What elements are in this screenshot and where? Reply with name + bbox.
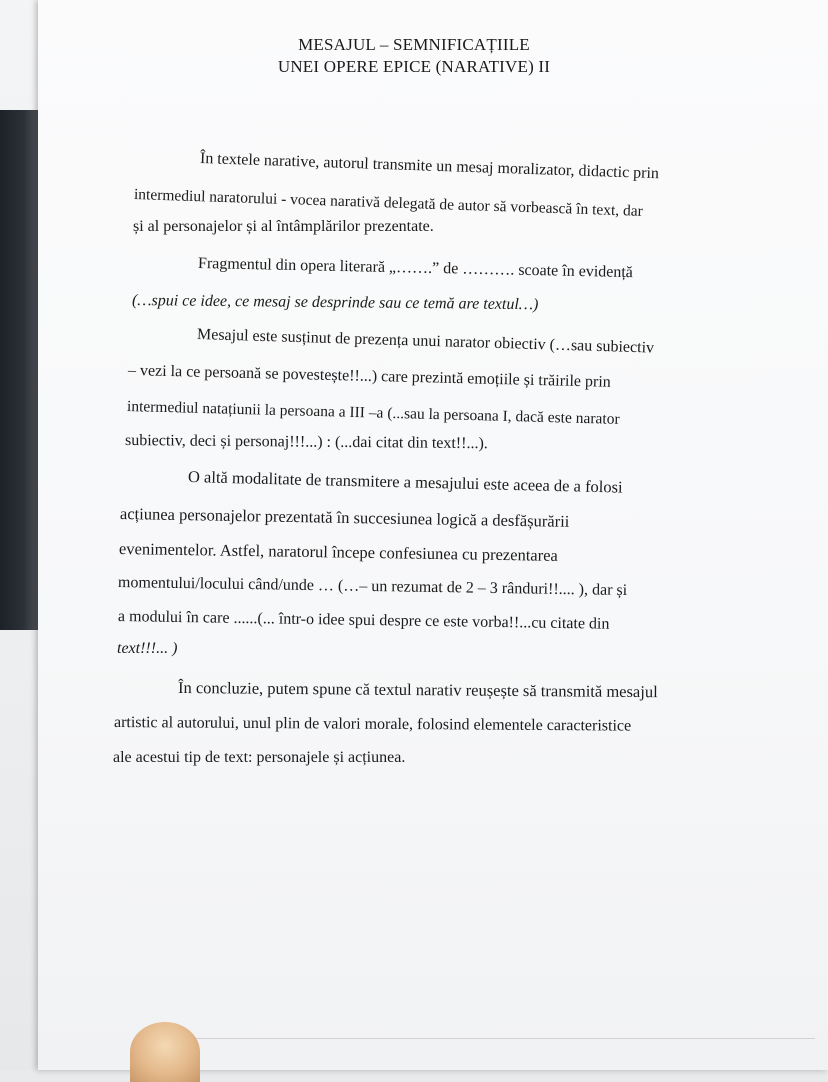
text-line: O altă modalitate de transmitere a mesajului este aceea de a folosi xyxy=(187,467,623,497)
text-line xyxy=(117,640,177,658)
text-line: și al personajelor și al întâmplărilor prezentate. xyxy=(133,218,434,235)
title-line-2: UNEI OPERE EPICE (NARATIVE) II xyxy=(277,57,551,76)
italic-note: (…spui ce idee, ce mesaj se desprinde sau ce temă are textul…) xyxy=(131,292,539,314)
text-line: ale acestui tip de text: personajele și acțiunea. xyxy=(113,749,406,766)
text-line: În concluzie, putem spune că textul narativ reușește să transmită mesajul xyxy=(177,678,658,702)
title-line-1: MESAJUL – SEMNIFICAȚIILE xyxy=(298,35,530,54)
text-line: subiectiv, deci și personaj!!!...) : (...dai citat din text!!...). xyxy=(124,432,488,453)
sleeve-fold-line xyxy=(195,1038,815,1039)
text-line: a modului în care ......(... într-o idee spui despre ce este vorba!!...cu citate din xyxy=(117,608,610,633)
text-line: Fragmentul din opera literară „…….” de ………. scoate în evidență xyxy=(197,255,634,282)
thumb xyxy=(130,1022,200,1082)
italic-note: text!!!... ) xyxy=(117,640,178,657)
text-line: acțiunea personajelor prezentată în succesiunea logică a desfășurării xyxy=(119,504,570,531)
text-line: – vezi la ce persoană se povestește!!...) care prezintă emoțiile și trăirile prin xyxy=(127,362,611,391)
text-line: artistic al autorului, unul plin de valori morale, folosind elementele caracteristice xyxy=(113,714,632,735)
text-line: În textele narative, autorul transmite un mesaj moralizator, didactic prin xyxy=(199,150,660,183)
text-line: Mesajul este susținut de prezența unui narator obiectiv (…sau subiectiv xyxy=(196,326,655,357)
text-line: evenimentelor. Astfel, naratorul începe confesiunea cu prezentarea xyxy=(118,539,558,565)
text-line xyxy=(132,292,539,314)
text-line: momentului/locului când/unde … (…– un rezumat de 2 – 3 rânduri!!.... ), dar și xyxy=(117,574,628,599)
text-line: intermediul naratorului - vocea narativă delegată de autor să vorbească în text, dar xyxy=(133,186,644,220)
text-line: intermediul natațiunii la persoana a III –a (...sau la persoana I, dacă este narator xyxy=(126,398,620,428)
